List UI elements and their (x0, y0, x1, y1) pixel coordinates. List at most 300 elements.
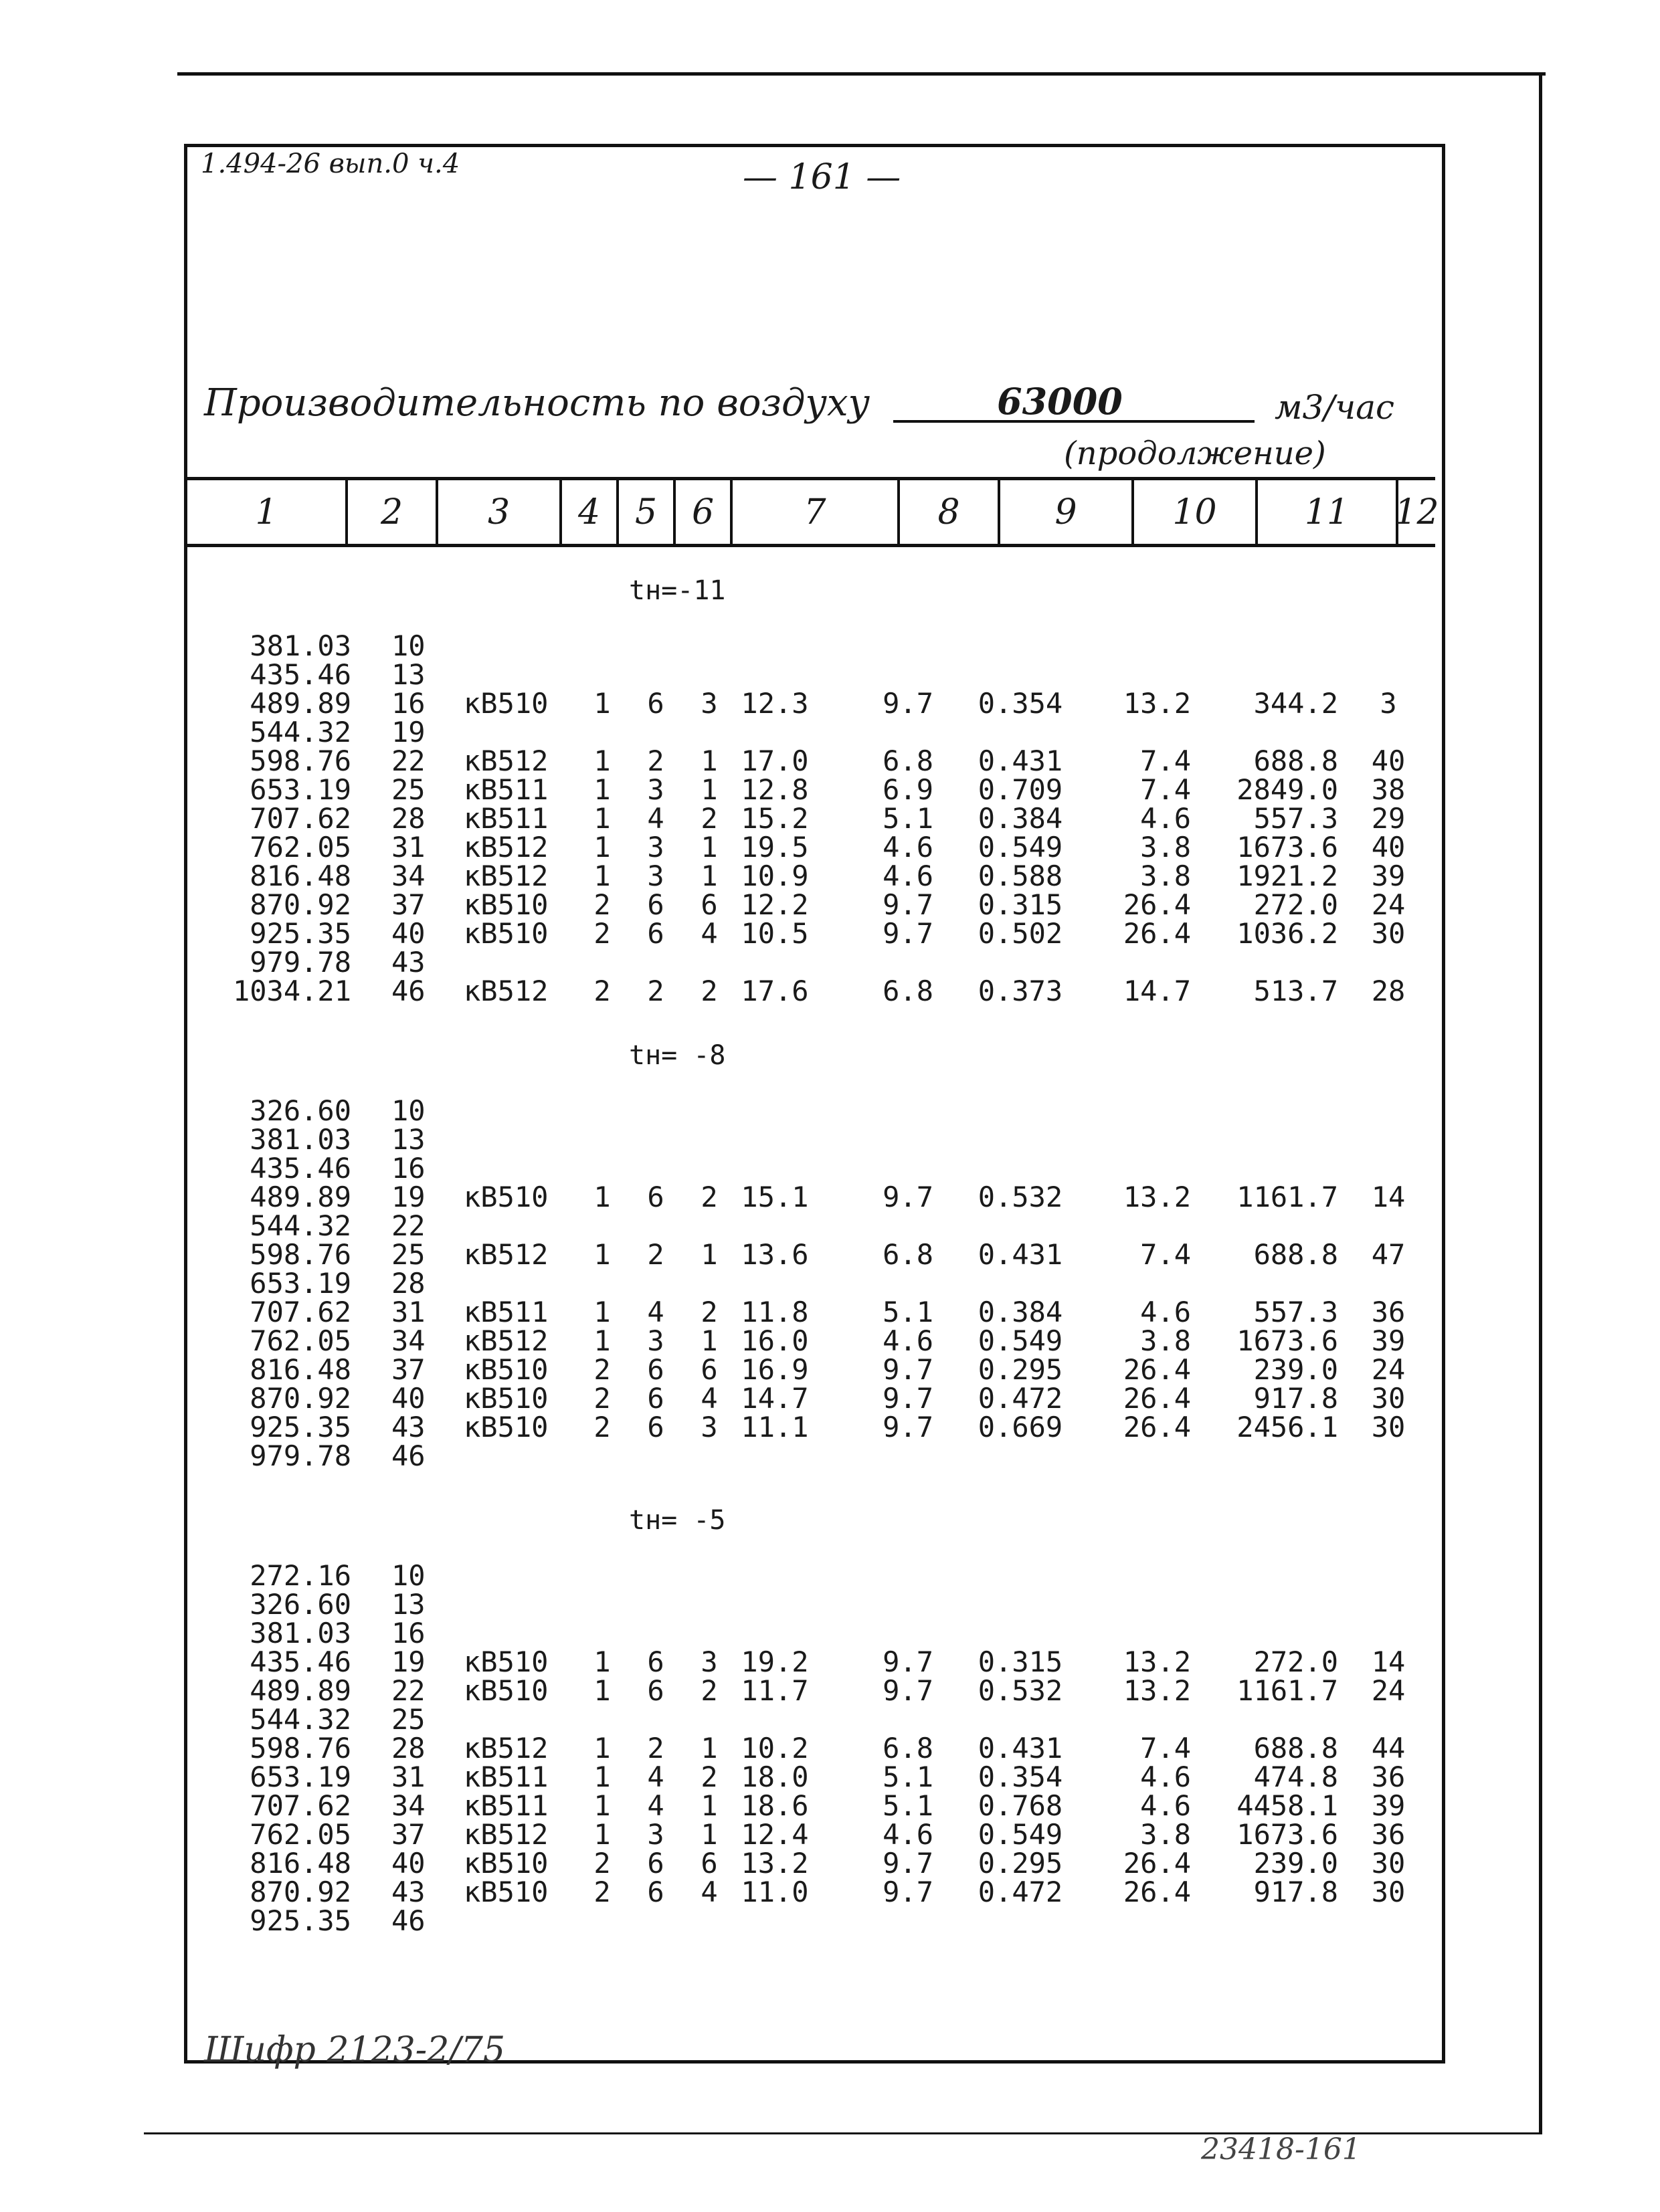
cell-col-1: 435.46 (250, 1152, 351, 1185)
cipher-stamp: Шифр 2123-2/75 (204, 2030, 506, 2070)
cell-col-4: 1 (593, 1181, 611, 1213)
cell-col-5: 3 (647, 860, 664, 892)
cell-col-5: 4 (647, 1761, 664, 1793)
cell-col-2: 13 (391, 1588, 426, 1621)
cell-col-9: 0.295 (978, 1353, 1063, 1386)
section-label: tн=-11 (629, 575, 726, 606)
cell-col-1: 653.19 (250, 1267, 351, 1300)
cell-col-3: кВ512 (464, 1818, 549, 1851)
cell-col-12: 28 (1371, 975, 1406, 1007)
cell-col-2: 28 (391, 1267, 426, 1300)
cell-col-10: 4.6 (1140, 802, 1191, 835)
table-row (0, 1763, 1660, 1791)
cell-col-10: 7.4 (1140, 1238, 1191, 1271)
cell-col-8: 6.8 (883, 1732, 933, 1765)
cell-col-6: 1 (701, 831, 718, 864)
cell-col-11: 917.8 (1253, 1876, 1338, 1908)
cell-col-6: 1 (701, 1238, 718, 1271)
cell-col-1: 544.32 (250, 1209, 351, 1242)
cell-col-11: 2456.1 (1236, 1411, 1338, 1443)
cell-col-6: 1 (701, 744, 718, 777)
cell-col-9: 0.431 (978, 1238, 1063, 1271)
cell-col-8: 9.7 (883, 1645, 933, 1678)
cell-col-6: 3 (701, 1645, 718, 1678)
cell-col-11: 1161.7 (1236, 1674, 1338, 1707)
cell-col-8: 6.9 (883, 773, 933, 806)
cell-col-9: 0.315 (978, 1645, 1063, 1678)
cell-col-9: 0.315 (978, 888, 1063, 921)
cell-col-1: 598.76 (250, 744, 351, 777)
cell-col-5: 2 (647, 744, 664, 777)
cell-col-12: 30 (1371, 1876, 1406, 1908)
cell-col-3: кВ510 (464, 888, 549, 921)
table-row (0, 917, 1660, 950)
cell-col-2: 10 (391, 1559, 426, 1592)
cell-col-3: кВ510 (464, 687, 549, 720)
cell-col-4: 2 (593, 888, 611, 921)
cell-col-1: 816.48 (250, 860, 351, 892)
cell-col-7: 11.8 (741, 1296, 809, 1328)
cell-col-11: 239.0 (1253, 1847, 1338, 1880)
cell-col-1: 707.62 (250, 1789, 351, 1822)
cell-col-2: 34 (391, 860, 426, 892)
cell-col-2: 46 (391, 1904, 426, 1937)
cell-col-1: 762.05 (250, 1818, 351, 1851)
cell-col-1: 598.76 (250, 1238, 351, 1271)
cell-col-5: 4 (647, 1789, 664, 1822)
cell-col-6: 1 (701, 773, 718, 806)
cell-col-8: 9.7 (883, 1847, 933, 1880)
cell-col-1: 381.03 (250, 1123, 351, 1156)
cell-col-3: кВ510 (464, 1847, 549, 1880)
cell-col-10: 7.4 (1140, 773, 1191, 806)
cell-col-7: 12.3 (741, 687, 809, 720)
cell-col-11: 272.0 (1253, 1645, 1338, 1678)
cell-col-8: 9.7 (883, 1674, 933, 1707)
airflow-unit: м3/час (1275, 388, 1395, 427)
cell-col-7: 18.6 (741, 1789, 809, 1822)
cell-col-11: 557.3 (1253, 1296, 1338, 1328)
cell-col-4: 2 (593, 917, 611, 950)
airflow-value: 63000 (997, 380, 1123, 423)
cell-col-5: 6 (647, 917, 664, 950)
cell-col-4: 1 (593, 744, 611, 777)
cell-col-2: 25 (391, 773, 426, 806)
cell-col-5: 4 (647, 1296, 664, 1328)
cell-col-5: 6 (647, 1411, 664, 1443)
cell-col-3: кВ510 (464, 1181, 549, 1213)
cell-col-3: кВ512 (464, 744, 549, 777)
cell-col-4: 1 (593, 1238, 611, 1271)
cell-col-9: 0.431 (978, 1732, 1063, 1765)
cell-col-7: 17.6 (741, 975, 809, 1007)
cell-col-2: 46 (391, 975, 426, 1007)
cell-col-8: 9.7 (883, 1181, 933, 1213)
cell-col-8: 4.6 (883, 1324, 933, 1357)
cell-col-1: 598.76 (250, 1732, 351, 1765)
cell-col-6: 1 (701, 1789, 718, 1822)
cell-col-8: 5.1 (883, 1296, 933, 1328)
cell-col-7: 14.7 (741, 1382, 809, 1415)
cell-col-12: 44 (1371, 1732, 1406, 1765)
cell-col-12: 39 (1371, 1789, 1406, 1822)
cell-col-7: 19.2 (741, 1645, 809, 1678)
table-row (0, 1588, 1660, 1621)
cell-col-12: 30 (1371, 1382, 1406, 1415)
cell-col-2: 40 (391, 1847, 426, 1880)
cell-col-7: 15.2 (741, 802, 809, 835)
cell-col-11: 4458.1 (1236, 1789, 1338, 1822)
cell-col-8: 9.7 (883, 1411, 933, 1443)
cell-col-6: 4 (701, 1382, 718, 1415)
cell-col-11: 688.8 (1253, 1238, 1338, 1271)
cell-col-11: 1921.2 (1236, 860, 1338, 892)
cell-col-9: 0.549 (978, 1324, 1063, 1357)
cell-col-9: 0.669 (978, 1411, 1063, 1443)
cell-col-7: 15.1 (741, 1181, 809, 1213)
cell-col-8: 4.6 (883, 860, 933, 892)
cell-col-8: 6.8 (883, 1238, 933, 1271)
cell-col-3: кВ510 (464, 1876, 549, 1908)
cell-col-10: 7.4 (1140, 1732, 1191, 1765)
cell-col-10: 13.2 (1123, 687, 1191, 720)
cell-col-3: кВ511 (464, 773, 549, 806)
cell-col-6: 1 (701, 1732, 718, 1765)
cell-col-12: 30 (1371, 1411, 1406, 1443)
cell-col-11: 1673.6 (1236, 1324, 1338, 1357)
col-header-9: 9 (1000, 480, 1134, 544)
cell-col-1: 435.46 (250, 1645, 351, 1678)
cell-col-9: 0.532 (978, 1181, 1063, 1213)
cell-col-9: 0.354 (978, 1761, 1063, 1793)
cell-col-3: кВ512 (464, 1238, 549, 1271)
cell-col-5: 6 (647, 888, 664, 921)
cell-col-12: 30 (1371, 1847, 1406, 1880)
cell-col-12: 29 (1371, 802, 1406, 835)
document-code: 1.494-26 вып.0 ч.4 (201, 148, 460, 179)
cell-col-11: 272.0 (1253, 888, 1338, 921)
cell-col-1: 979.78 (250, 946, 351, 979)
cell-col-6: 1 (701, 1324, 718, 1357)
cell-col-7: 12.8 (741, 773, 809, 806)
cell-col-10: 13.2 (1123, 1674, 1191, 1707)
table-row (0, 1645, 1660, 1678)
cell-col-5: 3 (647, 831, 664, 864)
cell-col-6: 4 (701, 917, 718, 950)
cell-col-1: 925.35 (250, 917, 351, 950)
cell-col-12: 14 (1371, 1181, 1406, 1213)
cell-col-8: 5.1 (883, 802, 933, 835)
cell-col-10: 3.8 (1140, 831, 1191, 864)
cell-col-5: 4 (647, 802, 664, 835)
cell-col-3: кВ510 (464, 1645, 549, 1678)
cell-col-2: 22 (391, 1674, 426, 1707)
table-row (0, 1353, 1660, 1386)
table-row (0, 1267, 1660, 1300)
cell-col-6: 4 (701, 1876, 718, 1908)
cell-col-8: 4.6 (883, 1818, 933, 1851)
table-row (0, 1238, 1660, 1271)
table-row (0, 1154, 1660, 1183)
cell-col-9: 0.295 (978, 1847, 1063, 1880)
cell-col-3: кВ512 (464, 1324, 549, 1357)
cell-col-9: 0.431 (978, 744, 1063, 777)
section-label: tн= -8 (629, 1040, 726, 1071)
col-header-6: 6 (676, 480, 733, 544)
cell-col-4: 1 (593, 1324, 611, 1357)
cell-col-10: 4.6 (1140, 1296, 1191, 1328)
table-row (0, 1849, 1660, 1878)
cell-col-3: кВ511 (464, 1789, 549, 1822)
cell-col-3: кВ511 (464, 1296, 549, 1328)
inventory-number: 23418-161 (1201, 2132, 1361, 2167)
section-label: tн= -5 (629, 1505, 726, 1536)
page-top-rule (177, 72, 1546, 76)
cell-col-1: 762.05 (250, 831, 351, 864)
page-number: — 161 — (743, 157, 901, 197)
col-header-7: 7 (733, 480, 900, 544)
cell-col-1: 381.03 (250, 1617, 351, 1649)
table-header (187, 477, 1439, 547)
cell-col-2: 31 (391, 1296, 426, 1328)
table-row (0, 1619, 1660, 1647)
cell-col-10: 13.2 (1123, 1181, 1191, 1213)
cell-col-2: 37 (391, 888, 426, 921)
cell-col-3: кВ512 (464, 975, 549, 1007)
cell-col-11: 1036.2 (1236, 917, 1338, 950)
table-row (0, 1818, 1660, 1851)
table-row (0, 1789, 1660, 1822)
cell-col-12: 14 (1371, 1645, 1406, 1678)
cell-col-10: 3.8 (1140, 1818, 1191, 1851)
cell-col-8: 9.7 (883, 1353, 933, 1386)
cell-col-8: 6.8 (883, 744, 933, 777)
cell-col-1: 435.46 (250, 658, 351, 691)
cell-col-2: 28 (391, 1732, 426, 1765)
col-header-4: 4 (562, 480, 619, 544)
cell-col-7: 10.9 (741, 860, 809, 892)
cell-col-4: 1 (593, 1818, 611, 1851)
cell-col-2: 40 (391, 917, 426, 950)
cell-col-1: 489.89 (250, 1181, 351, 1213)
cell-col-5: 6 (647, 1876, 664, 1908)
table-row (0, 862, 1660, 890)
table-row (0, 1183, 1660, 1211)
table-row (0, 802, 1660, 835)
cell-col-1: 653.19 (250, 1761, 351, 1793)
cell-col-4: 1 (593, 1789, 611, 1822)
table-row (0, 1413, 1660, 1441)
cell-col-2: 22 (391, 744, 426, 777)
cell-col-7: 11.0 (741, 1876, 809, 1908)
cell-col-10: 4.6 (1140, 1789, 1191, 1822)
cell-col-7: 12.4 (741, 1818, 809, 1851)
cell-col-2: 34 (391, 1789, 426, 1822)
cell-col-2: 10 (391, 1094, 426, 1127)
cell-col-2: 31 (391, 831, 426, 864)
cell-col-8: 5.1 (883, 1789, 933, 1822)
cell-col-2: 16 (391, 1617, 426, 1649)
cell-col-4: 2 (593, 1876, 611, 1908)
cell-col-6: 2 (701, 1674, 718, 1707)
cell-col-5: 2 (647, 1732, 664, 1765)
cell-col-2: 46 (391, 1439, 426, 1472)
cell-col-12: 39 (1371, 1324, 1406, 1357)
cell-col-1: 816.48 (250, 1353, 351, 1386)
cell-col-6: 2 (701, 802, 718, 835)
cell-col-12: 40 (1371, 744, 1406, 777)
cell-col-10: 14.7 (1123, 975, 1191, 1007)
cell-col-9: 0.549 (978, 831, 1063, 864)
cell-col-7: 19.5 (741, 831, 809, 864)
cell-col-6: 6 (701, 1847, 718, 1880)
cell-col-10: 3.8 (1140, 860, 1191, 892)
cell-col-4: 1 (593, 860, 611, 892)
cell-col-2: 19 (391, 1181, 426, 1213)
cell-col-1: 272.16 (250, 1559, 351, 1592)
cell-col-5: 6 (647, 1645, 664, 1678)
cell-col-10: 7.4 (1140, 744, 1191, 777)
cell-col-2: 37 (391, 1353, 426, 1386)
cell-col-9: 0.472 (978, 1876, 1063, 1908)
cell-col-4: 1 (593, 1645, 611, 1678)
cell-col-1: 816.48 (250, 1847, 351, 1880)
cell-col-2: 13 (391, 658, 426, 691)
cell-col-10: 26.4 (1123, 1411, 1191, 1443)
cell-col-1: 979.78 (250, 1439, 351, 1472)
cell-col-9: 0.384 (978, 802, 1063, 835)
cell-col-10: 3.8 (1140, 1324, 1191, 1357)
col-header-1: 1 (187, 480, 348, 544)
cell-col-7: 12.2 (741, 888, 809, 921)
cell-col-3: кВ510 (464, 1411, 549, 1443)
cell-col-4: 1 (593, 1732, 611, 1765)
table-row (0, 888, 1660, 921)
table-row (0, 1559, 1660, 1592)
table-row (0, 718, 1660, 746)
cell-col-12: 38 (1371, 773, 1406, 806)
cell-col-5: 6 (647, 1847, 664, 1880)
cell-col-2: 16 (391, 687, 426, 720)
cell-col-7: 18.0 (741, 1761, 809, 1793)
cell-col-2: 19 (391, 716, 426, 748)
cell-col-9: 0.472 (978, 1382, 1063, 1415)
cell-col-9: 0.588 (978, 860, 1063, 892)
cell-col-2: 34 (391, 1324, 426, 1357)
cell-col-8: 6.8 (883, 975, 933, 1007)
cell-col-7: 16.0 (741, 1324, 809, 1357)
cell-col-8: 5.1 (883, 1761, 933, 1793)
cell-col-6: 2 (701, 1181, 718, 1213)
continued-label: (продолжение) (1064, 435, 1326, 472)
cell-col-1: 1034.21 (232, 975, 351, 1007)
cell-col-12: 3 (1380, 687, 1397, 720)
cell-col-9: 0.373 (978, 975, 1063, 1007)
cell-col-1: 925.35 (250, 1411, 351, 1443)
col-header-5: 5 (619, 480, 676, 544)
cell-col-2: 19 (391, 1645, 426, 1678)
cell-col-11: 688.8 (1253, 744, 1338, 777)
col-header-12: 12 (1394, 492, 1439, 532)
cell-col-1: 326.60 (250, 1588, 351, 1621)
cell-col-8: 9.7 (883, 917, 933, 950)
cell-col-2: 28 (391, 802, 426, 835)
cell-col-5: 3 (647, 1324, 664, 1357)
cell-col-2: 40 (391, 1382, 426, 1415)
cell-col-6: 2 (701, 1296, 718, 1328)
table-row (0, 1734, 1660, 1763)
col-header-8: 8 (900, 480, 1000, 544)
cell-col-1: 326.60 (250, 1094, 351, 1127)
col-header-3: 3 (438, 480, 562, 544)
cell-col-3: кВ510 (464, 1382, 549, 1415)
cell-col-9: 0.354 (978, 687, 1063, 720)
cell-col-3: кВ512 (464, 831, 549, 864)
cell-col-1: 870.92 (250, 888, 351, 921)
cell-col-12: 24 (1371, 1353, 1406, 1386)
table-row (0, 744, 1660, 777)
cell-col-2: 13 (391, 1123, 426, 1156)
cell-col-7: 11.7 (741, 1674, 809, 1707)
col-header-11: 11 (1258, 480, 1398, 544)
cell-col-4: 2 (593, 1353, 611, 1386)
table-row (0, 1878, 1660, 1906)
page-title: Производительность по воздуху (204, 381, 870, 425)
cell-col-9: 0.709 (978, 773, 1063, 806)
cell-col-6: 3 (701, 1411, 718, 1443)
cell-col-2: 31 (391, 1761, 426, 1793)
cell-col-6: 6 (701, 888, 718, 921)
cell-col-3: кВ512 (464, 1732, 549, 1765)
cell-col-4: 1 (593, 1296, 611, 1328)
cell-col-12: 36 (1371, 1761, 1406, 1793)
cell-col-5: 3 (647, 773, 664, 806)
table-row (0, 1674, 1660, 1707)
cell-col-12: 36 (1371, 1818, 1406, 1851)
cell-col-4: 2 (593, 1382, 611, 1415)
table-row (0, 1209, 1660, 1242)
cell-col-1: 707.62 (250, 1296, 351, 1328)
cell-col-1: 653.19 (250, 773, 351, 806)
cell-col-2: 25 (391, 1703, 426, 1736)
cell-col-11: 917.8 (1253, 1382, 1338, 1415)
cell-col-11: 239.0 (1253, 1353, 1338, 1386)
cell-col-12: 24 (1371, 1674, 1406, 1707)
cell-col-2: 16 (391, 1152, 426, 1185)
table-row (0, 1382, 1660, 1415)
table-row (0, 687, 1660, 720)
cell-col-10: 26.4 (1123, 1847, 1191, 1880)
cell-col-10: 13.2 (1123, 1645, 1191, 1678)
cell-col-2: 43 (391, 1411, 426, 1443)
cell-col-1: 762.05 (250, 1324, 351, 1357)
cell-col-1: 489.89 (250, 1674, 351, 1707)
cell-col-1: 707.62 (250, 802, 351, 835)
cell-col-4: 1 (593, 1761, 611, 1793)
cell-col-9: 0.549 (978, 1818, 1063, 1851)
cell-col-6: 6 (701, 1353, 718, 1386)
cell-col-4: 1 (593, 773, 611, 806)
cell-col-3: кВ510 (464, 917, 549, 950)
cell-col-5: 6 (647, 1353, 664, 1386)
cell-col-10: 26.4 (1123, 1876, 1191, 1908)
cell-col-12: 40 (1371, 831, 1406, 864)
cell-col-2: 22 (391, 1209, 426, 1242)
cell-col-7: 13.6 (741, 1238, 809, 1271)
cell-col-12: 24 (1371, 888, 1406, 921)
cell-col-8: 4.6 (883, 831, 933, 864)
cell-col-10: 26.4 (1123, 1382, 1191, 1415)
